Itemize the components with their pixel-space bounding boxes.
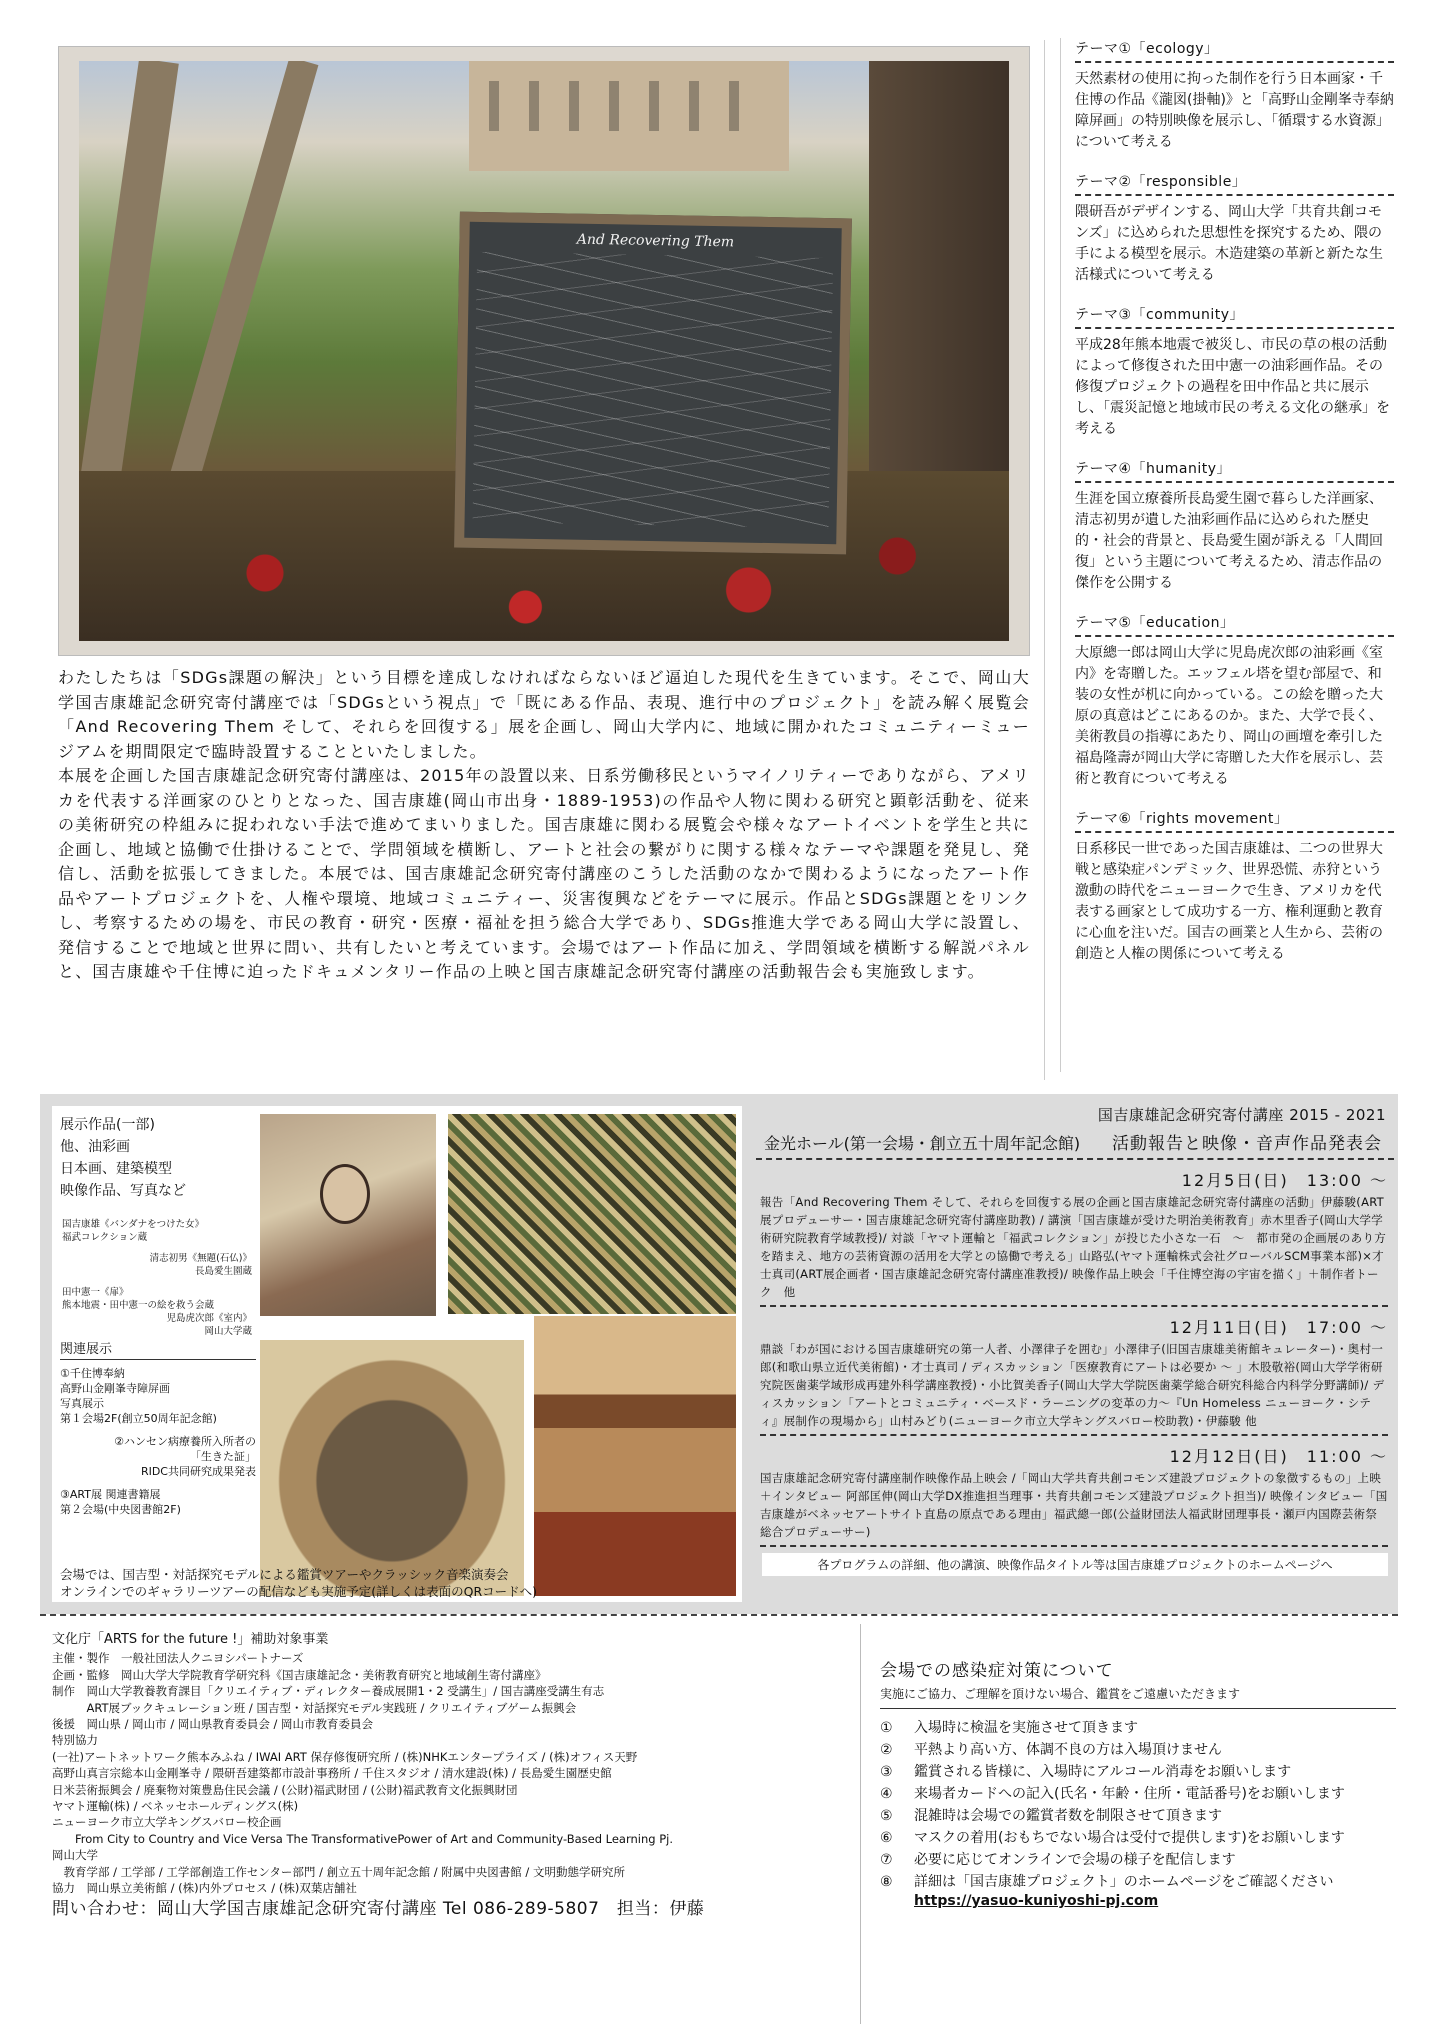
credit-line: ヤマト運輸(株) / ベネッセホールディングス(株): [52, 1799, 299, 1814]
covid-subtitle: 実施にご協力、ご理解を頂けない場合、鑑賞をご遠慮いただきます: [880, 1685, 1396, 1709]
day-program: 国吉康雄記念研究寄付講座制作映像作品上映会 /「岡山大学共育共創コモンズ建設プロジェクトの象徴するもの」上映＋インタビュー 阿部匡伸(岡山大学DX推進担当理事・共育共創コモンズ建設プロジェクト担当)/ 映像インタビュー「国吉康雄がベネッセアートサイト直島の原点である理由」福武總一郎(公益財団法人福武財団理事長・瀬戸内国際芸術祭総合プロデューサー): [760, 1469, 1388, 1547]
credit-line: 協力 岡山県立美術館 / (株)内外プロセス / (株)双葉店舗社: [52, 1881, 357, 1896]
artwork-abstract: [448, 1114, 736, 1314]
building-image: [469, 61, 789, 171]
item-number: ③: [880, 1764, 893, 1780]
project-url-link[interactable]: https://yasuo-kuniyoshi-pj.com: [914, 1893, 1159, 1909]
tree-image: [166, 61, 319, 498]
artwork-caption: 児島虎次郎《室内》 岡山大学蔵: [166, 1313, 252, 1337]
blackboard-handwriting: [473, 252, 834, 528]
report-title: 活動報告と映像・音声作品発表会: [1112, 1134, 1382, 1154]
credit-line: 企画・監修 岡山大学大学院教育学研究科《国吉康雄記念・美術教育研究と地域創生寄付講座》: [52, 1667, 547, 1682]
item-number: ⑦: [880, 1852, 893, 1868]
schedule-days: [752, 1168, 1398, 1547]
item-number: ⑤: [880, 1808, 893, 1824]
theme-block: [1075, 612, 1394, 790]
item-text: 必要に応じてオンラインで会場の様子を配信します: [914, 1852, 1236, 1868]
theme-block: [1075, 38, 1394, 153]
artwork-caption: 清志初男《無題(石仏)》 長島愛生園蔵: [149, 1253, 252, 1277]
credit-line: 後援 岡山県 / 岡山市 / 岡山県教育委員会 / 岡山市教育委員会: [52, 1717, 374, 1732]
covid-item: [880, 1783, 1396, 1805]
intro-text: [58, 666, 1030, 985]
venue-note: 会場では、国吉型・対話探究モデルによる鑑賞ツアーやクラッシック音楽演奏会 オンラインでのギャラリーツアーの配信なども実施予定(詳しくは表面のQRコードへ): [60, 1567, 538, 1599]
theme-block: [1075, 458, 1394, 594]
artwork-caption: 国吉康雄《バンダナをつけた女》 福武コレクション蔵: [62, 1219, 205, 1243]
theme-block: [1075, 304, 1394, 440]
theme-block: [1075, 171, 1394, 286]
credit-line: 高野山真言宗総本山金剛峯寺 / 隈研吾建築都市設計事務所 / 千住スタジオ / 清水建設(株) / 長島愛生園歴史館: [52, 1766, 612, 1781]
hall-name: 金光ホール(第一会場・創立五十周年記念館): [764, 1134, 1081, 1153]
item-text: 入場時に検温を実施させて頂きます: [914, 1720, 1138, 1736]
item-number: ②: [880, 1742, 893, 1758]
theme-body: 日系移民一世であった国吉康雄は、二つの世界大戦と感染症パンデミック、世界恐慌、赤狩という激動の時代をニューヨークで生き、アメリカを代表する画家として成功する一方、権利運動と教育に心血を注いだ。国吉の画業と人生から、芸術の創造と人権の関係について考える: [1075, 841, 1383, 962]
theme-title: テーマ⑤「education」: [1075, 612, 1394, 637]
day-program: 鼎談「わが国における国吉康雄研究の第一人者、小澤律子を囲む」小澤律子(旧国吉康雄美術館キュレーター)・奥村一郎(和歌山県立近代美術館)・才士真司 / ディスカッション「医療教育にアートは必要か 〜 」木股敬裕(岡山大学学術研究院医歯薬学域形成再建外科学講座教授)・小比賀美香子(岡山大学大学院医歯薬学総合研究科総合内科学分野講師)/ ディスカッション「アートとコミュニティ・ベースド・ラーニングの変革の力〜『Un Homeless ニューヨーク・シティ』展制作の現場から」山村みどり(ニューヨーク市立大学キングスバロー校助教)・伊藤駿 他: [760, 1340, 1388, 1436]
covid-item: [880, 1739, 1396, 1761]
schedule-day: [752, 1168, 1398, 1307]
schedule-day: [752, 1315, 1398, 1436]
theme-block: [1075, 808, 1394, 965]
day-program: 報告「And Recovering Them そして、それらを回復する展の企画と国吉康雄記念研究寄付講座の活動」伊藤駿(ART展プロデューサー・国吉康雄記念研究寄付講座助教) / 講演「国吉康雄が受けた明治美術教育」赤木里香子(岡山大学学術研究院教育学域教授)/ 対談「ヤマト運輸と「福武コレクション」が投じた小さな一石 〜 都市発の企画展のあり方を踏まえ、地方の芸術資源の活用を大学との協働で考える」山路弘(ヤマト運輸株式会社グローバルSCM事業本部)×才士真司(ART展企画者・国吉康雄記念研究寄付講座准教授)/ 映像作品上映会「千住博空海の宇宙を描く」＋制作者トーク 他: [760, 1193, 1388, 1307]
exhibit-heading: 展示作品(一部): [60, 1117, 155, 1133]
related-item: ②ハンセン病療養所入所者の 「生きた証」 RIDC共同研究成果発表: [114, 1435, 256, 1478]
report-header: [756, 1125, 1394, 1160]
item-text: 鑑賞される皆様に、入場時にアルコール消毒をお願いします: [914, 1764, 1292, 1780]
theme-title: テーマ②「responsible」: [1075, 171, 1394, 196]
column-divider: [1044, 40, 1045, 1080]
section-divider: [40, 1614, 1398, 1616]
related-item: ③ART展 関連書籍展 第２会場(中央図書館2F): [60, 1488, 181, 1516]
credit-line: 日米芸術振興会 / 廃棄物対策豊島住民会議 / (公財)福武財団 / (公財)福武教育文化振興財団: [52, 1782, 518, 1797]
covid-item: [880, 1871, 1396, 1893]
blackboard: [454, 212, 852, 555]
item-number: ①: [880, 1720, 893, 1736]
themes-column: [1060, 38, 1394, 1072]
credit-lines: [52, 1632, 852, 1897]
credit-line: 特別協力: [52, 1733, 98, 1748]
report-panel: [752, 1094, 1398, 1614]
portrait-figure: [320, 1164, 370, 1224]
theme-body: 隈研吾がデザインする、岡山大学「共育共創コモンズ」に込められた思想性を探究するため、隈の手による模型を展示。木造建築の革新と新たな生活様式について考える: [1075, 204, 1383, 283]
credit-line: ART展ブックキュレーション班 / 国吉型・対話探究モデル実践班 / クリエイティブゲーム振興会: [52, 1700, 577, 1715]
theme-body: 天然素材の使用に拘った制作を行う日本画家・千住博の作品《瀧図(掛軸)》と「高野山金剛峯寺奉納障屏画」の特別映像を展示し、「循環する水資源」について考える: [1075, 71, 1394, 150]
credit-line: 岡山大学: [52, 1848, 98, 1863]
credit-line: 教育学部 / 工学部 / 工学部創造工作センター部門 / 創立五十周年記念館 / 附属中央図書館 / 文明動態学研究所: [52, 1864, 625, 1879]
photo-scene: [79, 61, 1009, 641]
artwork-woman-bandana: [260, 1114, 436, 1316]
related-item: ①千住博奉納 高野山金剛峯寺障屏画 写真展示 第１会場2F(創立50周年記念館): [60, 1367, 217, 1425]
covid-item: [880, 1717, 1396, 1739]
item-text: マスクの着用(おもちでない場合は受付で提供します)をお願いします: [914, 1830, 1345, 1846]
day-date: 12月12日(日) 11:00 〜: [1169, 1447, 1388, 1466]
item-text: 詳細は「国吉康雄プロジェクト」のホームページをご確認ください: [914, 1874, 1334, 1890]
exhibit-list: [60, 1114, 186, 1202]
campus-photo: [58, 46, 1030, 656]
item-text: 混雑時は会場での鑑賞者数を制限させて頂きます: [914, 1808, 1222, 1824]
credit-line: From City to Country and Vice Versa The TransformativePower of Art and Community-Based Learning Pj.: [52, 1831, 674, 1846]
exhibit-item: 映像作品、写真など: [60, 1183, 186, 1199]
artwork-rhino-door: [260, 1340, 524, 1596]
item-text: 来場者カードへの記入(氏名・年齢・住所・電話番号)をお願いします: [914, 1786, 1345, 1802]
schedule-day: [752, 1444, 1398, 1547]
artwork-caption: 田中憲一《扉》 熊本地震・田中憲一の絵を救う会蔵: [62, 1287, 215, 1311]
covid-item: [880, 1827, 1396, 1849]
theme-title: テーマ③「community」: [1075, 304, 1394, 329]
exhibit-panel: [52, 1106, 742, 1602]
report-footer: 各プログラムの詳細、他の講演、映像作品タイトル等は国吉康雄プロジェクトのホームページへ: [762, 1553, 1388, 1576]
credit-line: 制作 岡山大学教養教育課目「クリエイティブ・ディレクター養成展開1・2 受講生」/ 国吉講座受講生有志: [52, 1684, 605, 1699]
blackboard-title: And Recovering Them: [576, 231, 735, 251]
covid-title: 会場での感染症対策について: [880, 1661, 1114, 1681]
credit-line: 主催・製作 一般社団法人クニヨシパートナーズ: [52, 1651, 304, 1666]
report-course-title: 国吉康雄記念研究寄付講座 2015 - 2021: [1097, 1106, 1386, 1124]
intro-paragraph: わたしたちは「SDGs課題の解決」という目標を達成しなければならないほど逼迫した現代を生きています。そこで、岡山大学国吉康雄記念研究寄付講座では「SDGsという視点」で「既にある作品、表現、進行中のプロジェクト」を読み解く展覧会「And Recovering Them そして、それらを回復する」展を企画し、岡山大学内に、地域に開かれたコミュニティーミュージアムを期間限定で臨時設置することといたしました。: [58, 668, 1030, 761]
theme-title: テーマ①「ecology」: [1075, 38, 1394, 63]
covid-list: [880, 1717, 1396, 1893]
item-number: ④: [880, 1786, 893, 1802]
contact-line: 問い合わせ：岡山大学国吉康雄記念研究寄付講座 Tel 086-289-5807 担当：伊藤: [52, 1898, 705, 1919]
item-number: ⑥: [880, 1830, 893, 1846]
related-heading: 関連展示: [60, 1342, 256, 1360]
exhibit-item: 他、油彩画: [60, 1139, 130, 1155]
credit-line: (一社)アートネットワーク熊本みふね / IWAI ART 保存修復研究所 / (株)NHKエンタープライズ / (株)オフィス天野: [52, 1749, 638, 1764]
theme-body: 生涯を国立療養所長島愛生園で暮らした洋画家、清志初男が遺した油彩画作品に込められた歴史的・社会的背景と、長島愛生園が訴える「人間回復」という主題について考えるため、清志作品の傑作を公開する: [1075, 491, 1383, 591]
credit-line: 文化庁「ARTS for the future !」補助対象事業: [52, 1632, 329, 1647]
item-text: 平熱より高い方、体調不良の方は入場頂けません: [914, 1742, 1222, 1758]
covid-item: [880, 1849, 1396, 1871]
column-divider: [860, 1624, 861, 2024]
theme-title: テーマ⑥「rights movement」: [1075, 808, 1394, 833]
theme-body: 平成28年熊本地震で被災し、市民の草の根の活動によって修復された田中憲一の油彩画作品。その修復プロジェクトの過程を田中作品と共に展示し、「震災記憶と地域市民の考える文化の継承」を考える: [1075, 337, 1390, 437]
theme-body: 大原總一郎は岡山大学に児島虎次郎の油彩画《室内》を寄贈した。エッフェル塔を望む部屋で、和装の女性が机に向かっている。この絵を贈った大原の真意はどこにあるのか。また、大学で長く、美術教員の指導にあたり、岡山の画壇を牽引した福島隆壽が岡山大学に寄贈した大作を展示し、芸術と教育について考える: [1075, 645, 1383, 787]
credits: [52, 1630, 852, 1917]
theme-title: テーマ④「humanity」: [1075, 458, 1394, 483]
covid-item: [880, 1761, 1396, 1783]
artwork-interior: [534, 1316, 736, 1596]
related-exhibits: [60, 1342, 256, 1525]
intro-paragraph: 本展を企画した国吉康雄記念研究寄付講座は、2015年の設置以来、日系労働移民というマイノリティーでありながら、アメリカを代表する洋画家のひとりとなった、国吉康雄(岡山市出身・1889-1953)の作品や人物に関わる研究と顕彰活動を、従来の美術研究の枠組みに捉われない手法で進めてまいりました。国吉康雄に関わる展覧会や様々なアートイベントを学生と共に企画し、地域と協働で仕掛けることで、学問領域を横断し、アートと社会の繋がりに関する様々なテーマや課題を発見し、発信し、活動を拡張してきました。本展では、国吉康雄記念研究寄付講座のこうした活動のなかで関わるようになったアート作品やアートプロジェクトを、人権や環境、地域コミュニティー、災害復興などをテーマに展示。作品とSDGs課題とをリンクし、考察するための場を、市民の教育・研究・医療・福祉を担う総合大学であり、SDGs推進大学である岡山大学に設置し、発信することで地域と世界に問い、共有したいと考えています。会場ではアート作品に加え、学問領域を横断する解説パネルと、国吉康雄や千住博に迫ったドキュメンタリー作品の上映と国吉康雄記念研究寄付講座の活動報告会も実施致します。: [58, 766, 1030, 981]
day-date: 12月5日(日) 13:00 〜: [1181, 1171, 1388, 1190]
day-date: 12月11日(日) 17:00 〜: [1169, 1318, 1388, 1337]
covid-measures: [880, 1656, 1396, 1909]
covid-item: [880, 1805, 1396, 1827]
item-number: ⑧: [880, 1874, 893, 1890]
exhibit-item: 日本画、建築模型: [60, 1161, 172, 1177]
credit-line: ニューヨーク市立大学キングスバロー校企画: [52, 1815, 282, 1830]
middle-section: [40, 1094, 1398, 1614]
